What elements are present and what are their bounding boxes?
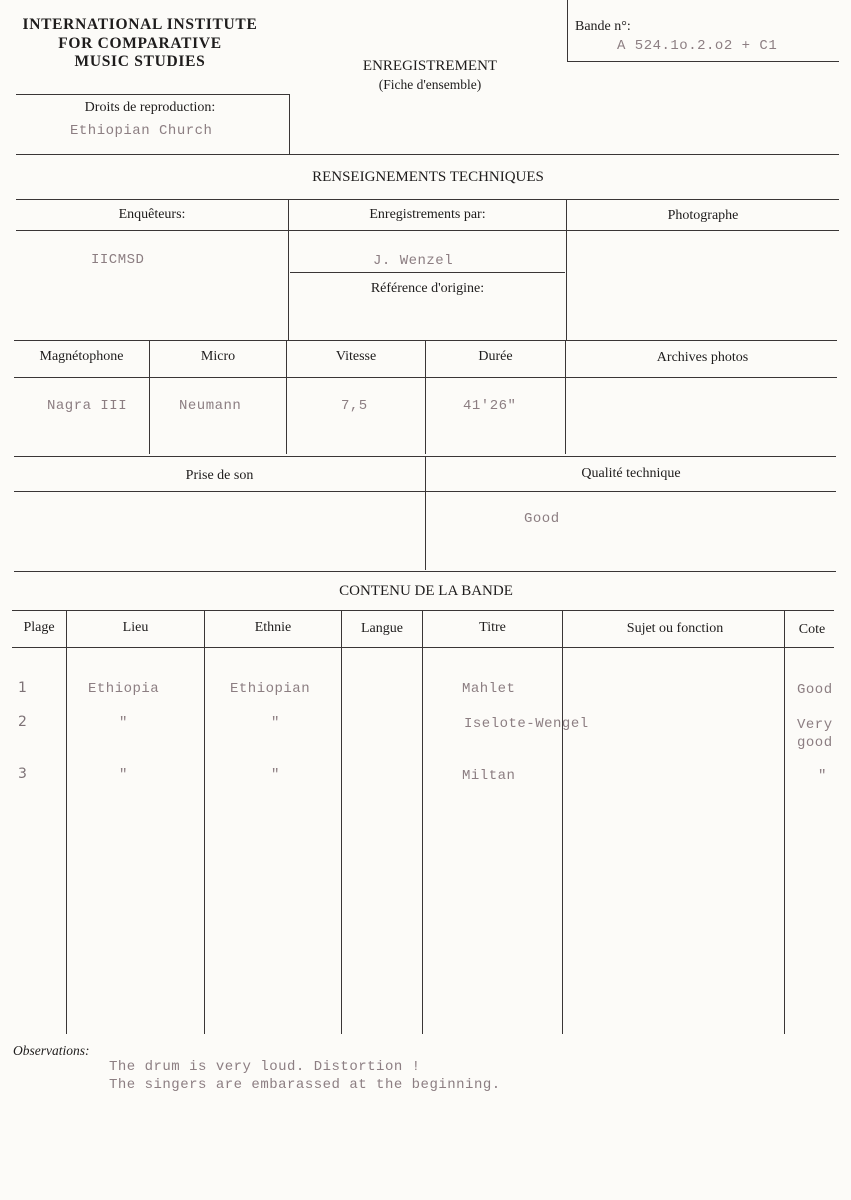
micro-label: Micro [200, 349, 236, 364]
header-bottom-rule [16, 154, 839, 155]
technique-top-rule [16, 199, 839, 200]
contenu-divider-2 [204, 610, 205, 1034]
enqueteurs-label: Enquêteurs: [118, 207, 186, 222]
form-title: ENREGISTREMENT [362, 58, 498, 74]
droits-box-right-border [289, 94, 290, 154]
magnetophone-value: Nagra III [47, 398, 128, 414]
table-row [12, 714, 839, 754]
contenu-divider-5 [562, 610, 563, 1034]
institute-line-1: INTERNATIONAL INSTITUTE [22, 16, 258, 33]
contenu-section-title: CONTENU DE LA BANDE [339, 583, 513, 599]
column-titre: Titre [479, 620, 506, 635]
droits-value: Ethiopian Church [70, 123, 213, 139]
contenu-top-rule [12, 610, 834, 611]
ethnie-cell: Ethiopian [230, 681, 311, 697]
column-cote: Cote [798, 622, 826, 637]
vitesse-value: 7,5 [341, 398, 368, 414]
contenu-divider-1 [66, 610, 67, 1034]
plage-number: 2 [18, 714, 27, 730]
observation-line-1: The drum is very loud. Distortion ! [109, 1059, 421, 1075]
contenu-divider-4 [422, 610, 423, 1034]
cote-cell: " [818, 768, 827, 784]
reference-label: Référence d'origine: [370, 281, 485, 296]
column-langue: Langue [361, 621, 403, 636]
observation-line-2: The singers are embarassed at the beginning. [109, 1077, 501, 1093]
column-ethnie: Ethnie [254, 620, 292, 635]
technique-section-title: RENSEIGNEMENTS TECHNIQUES [312, 169, 544, 185]
magnetophone-label: Magnétophone [39, 349, 124, 364]
duree-label: Durée [478, 349, 513, 364]
bande-box-left-border [567, 0, 568, 62]
photographe-label: Photographe [667, 208, 739, 223]
qualite-technique-value: Good [524, 511, 560, 527]
bande-value: A 524.1o.2.o2 + C1 [617, 38, 778, 54]
lieu-cell: " [119, 767, 128, 783]
bande-box-bottom-border [567, 61, 839, 62]
column-plage: Plage [23, 620, 55, 635]
titre-cell: Mahlet [462, 681, 516, 697]
contenu-divider-6 [784, 610, 785, 1034]
enregistrements-label: Enregistrements par: [369, 207, 486, 222]
table-row [12, 680, 839, 700]
bande-label: Bande n°: [575, 19, 631, 34]
technique-bottom-rule [14, 571, 836, 572]
droits-label: Droits de reproduction: [84, 100, 216, 115]
duree-value: 41'26" [463, 398, 517, 414]
table-row [12, 766, 839, 786]
contenu-header-rule [12, 647, 834, 648]
vitesse-label: Vitesse [335, 349, 377, 364]
lieu-cell: Ethiopia [88, 681, 160, 697]
archives-photos-label: Archives photos [656, 350, 749, 365]
column-sujet-fonction: Sujet ou fonction [626, 621, 724, 636]
droits-box-top-border [16, 94, 290, 95]
prise-de-son-label: Prise de son [185, 468, 254, 483]
form-subtitle: (Fiche d'ensemble) [378, 77, 482, 92]
technique-header-rule [16, 230, 839, 231]
observations-label: Observations: [13, 1043, 90, 1058]
titre-cell: Miltan [462, 768, 516, 784]
enregistrements-sub-rule [290, 272, 565, 273]
plage-number: 3 [18, 766, 27, 782]
cote-cell: Very [797, 717, 833, 733]
contenu-divider-3 [341, 610, 342, 1034]
plage-number: 1 [18, 680, 27, 696]
titre-cell: Iselote-Wengel [464, 716, 589, 732]
micro-value: Neumann [179, 398, 242, 414]
ethnie-cell: " [271, 767, 280, 783]
column-lieu: Lieu [122, 620, 149, 635]
institute-line-2: FOR COMPARATIVE [58, 34, 222, 52]
lieu-cell: " [119, 715, 128, 731]
institute-line-3: MUSIC STUDIES [74, 53, 206, 70]
enregistrements-value: J. Wenzel [373, 253, 454, 269]
qualite-technique-label: Qualité technique [581, 466, 681, 481]
cote-cell: Good [797, 682, 833, 698]
cote-cell-continued: good [797, 735, 833, 751]
ethnie-cell: " [271, 715, 280, 731]
enqueteurs-value: IICMSD [91, 252, 145, 268]
institute-name [16, 16, 264, 72]
